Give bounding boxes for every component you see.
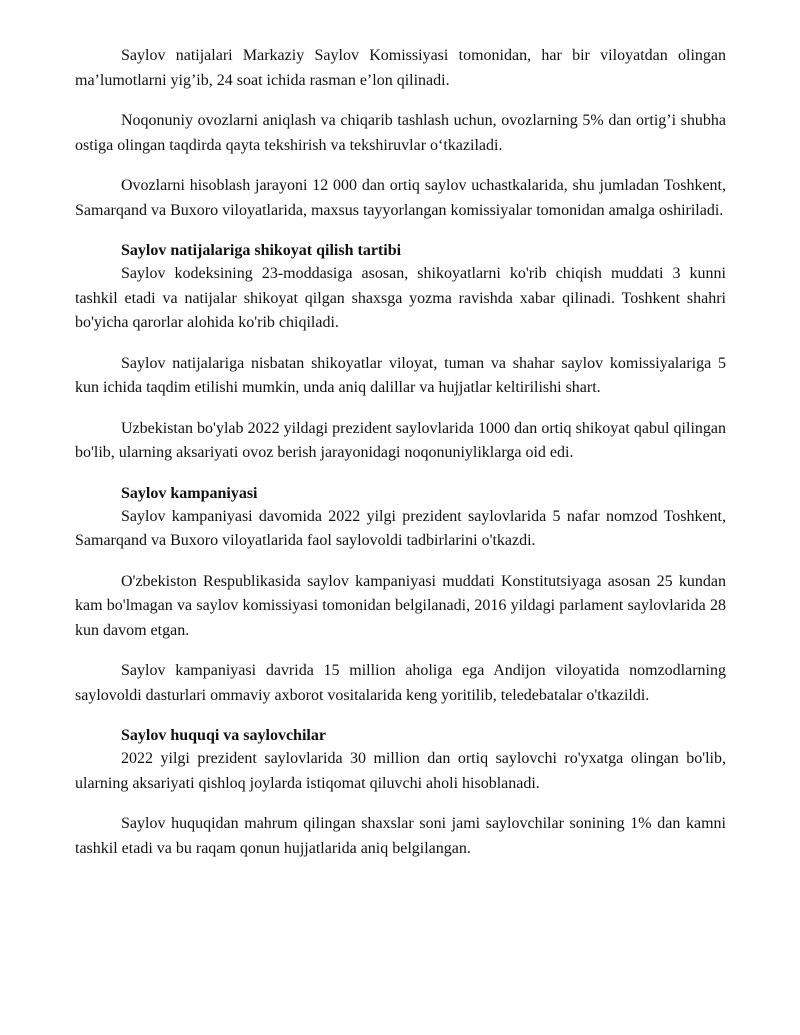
document-body: [75, 44, 726, 877]
complaints-paragraph-3: Uzbekistan bo'ylab 2022 yildagi prezident saylovlarida 1000 dan ortiq shikoyat qabul qilingan bo'lib, ularning aksariyati ovoz berish jarayonidagi noqonuniyliklarga oid edi.: [75, 419, 726, 461]
complaints-paragraph-1: Saylov kodeksining 23-moddasiga asosan, shikoyatlarni ko'rib chiqish muddati 3 kunni tashkil etadi va natijalar shikoyat qilgan shaxsga yozma ravishda xabar qilinadi. Toshkent shahri bo'yicha qarorlar alohida ko'rib chiqiladi.: [75, 265, 726, 331]
campaign-paragraph-1: Saylov kampaniyasi davomida 2022 yilgi prezident saylovlarida 5 nafar nomzod Toshkent, Samarqand va Buxoro viloyatlarida faol saylovoldi tadbirlarini o'tkazdi.: [75, 507, 726, 549]
section-voting-rights: [75, 724, 726, 861]
section-heading-campaign: Saylov kampaniyasi: [121, 484, 258, 502]
section-complaints: [75, 239, 726, 466]
intro-paragraph-3: Ovozlarni hisoblash jarayoni 12 000 dan ortiq saylov uchastkalarida, shu jumladan Toshkent, Samarqand va Buxoro viloyatlarida, maxsus tayyorlangan komissiyalar tomonidan amalga oshiriladi.: [75, 177, 726, 219]
voting-rights-paragraph-2: Saylov huquqidan mahrum qilingan shaxslar soni jami saylovchilar sonining 1% dan kamni tashkil etadi va bu raqam qonun hujjatlarida aniq belgilangan.: [75, 815, 726, 857]
complaints-paragraph-2: Saylov natijalariga nisbatan shikoyatlar viloyat, tuman va shahar saylov komissiyalariga 5 kun ichida taqdim etilishi mumkin, unda aniq dalillar va hujjatlar keltirilishi shart.: [75, 354, 726, 396]
campaign-paragraph-2: O'zbekiston Respublikasida saylov kampaniyasi muddati Konstitutsiyaga asosan 25 kundan kam bo'lmagan va saylov komissiyasi tomonidan belgilanadi, 2016 yildagi parlament saylovlarida 28 kun davom etgan.: [75, 572, 726, 639]
intro-paragraph-1: Saylov natijalari Markaziy Saylov Komissiyasi tomonidan, har bir viloyatdan olingan ma’lumotlarni yig’ib, 24 soat ichida rasman e’lon qilinadi.: [75, 47, 726, 89]
section-heading-voting-rights: Saylov huquqi va saylovchilar: [121, 727, 326, 744]
voting-rights-paragraph-1: 2022 yilgi prezident saylovlarida 30 million dan ortiq saylovchi ro'yxatga olingan bo'lib, ularning aksariyati qishloq joylarda istiqomat qiluvchi aholi hisoblanadi.: [75, 750, 726, 792]
section-heading-complaints: Saylov natijalariga shikoyat qilish tartibi: [121, 242, 402, 259]
campaign-paragraph-3: Saylov kampaniyasi davrida 15 million aholiga ega Andijon viloyatida nomzodlarning saylovoldi dasturlari ommaviy axborot vositalarida keng yoritilib, teledebatalar o'tkazildi.: [75, 662, 726, 704]
intro-paragraph-2: Noqonuniy ovozlarni aniqlash va chiqarib tashlash uchun, ovozlarning 5% dan ortig’i shubha ostiga olingan taqdirda qayta tekshirish va tekshiruvlar o‘tkaziladi.: [75, 112, 726, 154]
section-campaign: [75, 482, 726, 709]
